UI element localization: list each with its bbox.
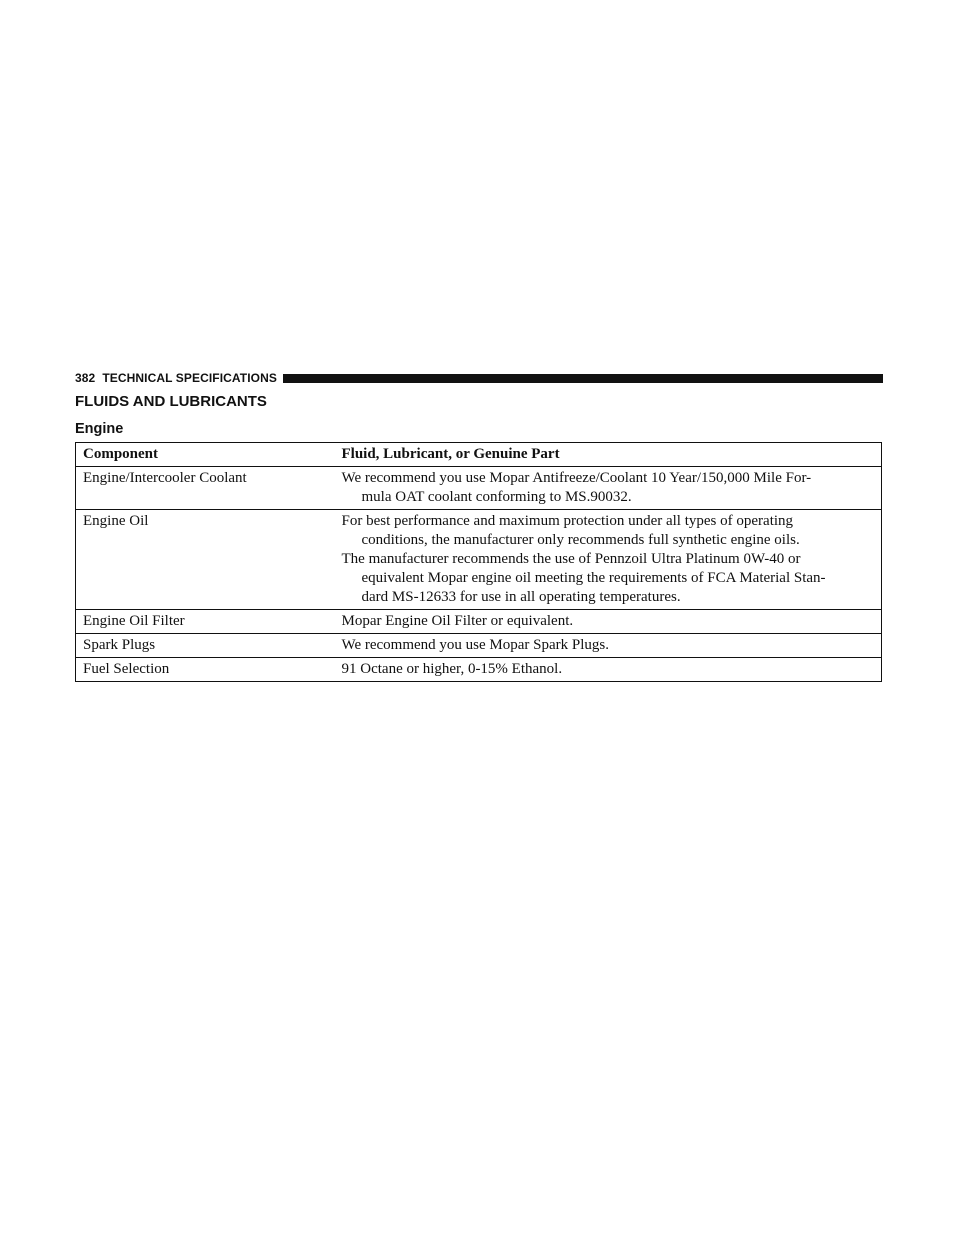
header-rule [283,374,883,383]
fluid-line: We recommend you use Mopar Spark Plugs. [341,637,609,653]
fluid-line: 91 Octane or higher, 0-15% Ethanol. [341,661,563,677]
table-body [76,467,882,682]
fluid-cell [342,658,882,682]
fluid-line: For best performance and maximum protection under all types of operating [341,513,794,529]
section-title: TECHNICAL SPECIFICATIONS [102,371,277,385]
component-cell: Engine Oil Filter [76,610,342,634]
fluid-line: equivalent Mopar engine oil meeting the requirements of FCA Material Stan- [361,570,826,586]
column-header-component: Component [76,443,342,467]
table-row [76,634,882,658]
page-number: 382 [75,371,96,385]
fluids-table [75,442,882,682]
fluid-line: dard MS-12633 for use in all operating temperatures. [361,589,681,605]
fluid-cell [342,610,882,634]
table-row [76,658,882,682]
table-row [76,467,882,510]
fluid-line: mula OAT coolant conforming to MS.90032. [361,489,632,505]
component-cell: Spark Plugs [76,634,342,658]
fluid-line: We recommend you use Mopar Antifreeze/Coolant 10 Year/150,000 Mile For- [341,470,812,486]
fluid-line: conditions, the manufacturer only recommends full synthetic engine oils. [361,532,800,548]
table-row [76,610,882,634]
subsection-heading: Engine [75,421,124,437]
fluid-cell [342,634,882,658]
fluid-cell [342,510,882,610]
fluid-cell [342,467,882,510]
fluid-line: Mopar Engine Oil Filter or equivalent. [341,613,574,629]
column-header-fluid: Fluid, Lubricant, or Genuine Part [342,443,882,467]
section-heading: FLUIDS AND LUBRICANTS [75,393,267,410]
page-header [75,370,883,386]
table-header-row [76,443,882,467]
component-cell: Engine Oil [76,510,342,610]
fluid-line: The manufacturer recommends the use of Pennzoil Ultra Platinum 0W-40 or [341,551,801,567]
table-row [76,510,882,610]
component-cell: Engine/Intercooler Coolant [76,467,342,510]
component-cell: Fuel Selection [76,658,342,682]
